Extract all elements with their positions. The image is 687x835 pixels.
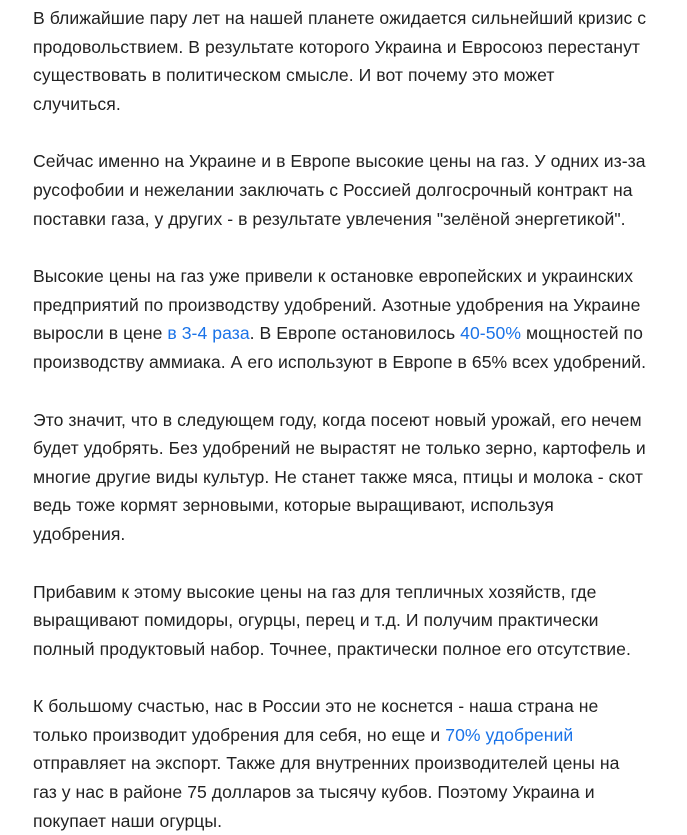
paragraph-2: Сейчас именно на Украине и в Европе высокие цены на газ. У одних из-за русофобии и нежелании заключать с Россией долгосрочный контракт на поставки газа, у других - в результате увлечения "зелёной энергетикой". <box>33 151 646 229</box>
paragraph-6 <box>33 692 647 835</box>
paragraph-3-text-1: Высокие цены на газ уже привели к остановке европейских и украинских предприятий по производству удобрений. Азотные удобрения на Украине выросли в цене <box>33 266 641 344</box>
paragraph-5: Прибавим к этому высокие цены на газ для тепличных хозяйств, где выращивают помидоры, огурцы, перец и т.д. И получим практически полный продуктовый набор. Точнее, практически полное его отсутствие. <box>33 581 631 659</box>
paragraph-3-text-2: . В Европе остановилось <box>249 323 461 344</box>
paragraph-6-text-2: отправляет на экспорт. Также для внутренних производителей цены на газ у нас в районе 75 долларов за тысячу кубов. Поэтому Украина и покупает наши огурцы. <box>33 753 620 831</box>
paragraph-1: В ближайшие пару лет на нашей планете ожидается сильнейший кризис с продовольствием. В результате которого Украина и Евросоюз перестанут существовать в политическом смысле. И вот почему это может случиться. <box>33 8 647 114</box>
paragraph-4: Это значит, что в следующем году, когда посеют новый урожай, его нечем будет удобрять. Без удобрений не вырастят не только зерно, картофель и многие другие виды культур. Не станет также мяса, птицы и молока - скот ведь тоже кормят зерновыми, которые выращивают, используя удобрения. <box>33 409 646 544</box>
paragraph-6-text-1: К большому счастью, нас в России это не коснется - наша страна не только производит удобрения для себя, но еще и <box>33 696 599 745</box>
paragraph-3 <box>33 262 647 376</box>
link-fertilizer-price-growth[interactable]: в 3-4 раза <box>167 323 250 344</box>
link-ammonia-capacity[interactable]: 40-50% <box>460 323 522 344</box>
paragraph-3-text-3: мощностей по производству аммиака. А его используют в Европе в 65% всех удобрений. <box>33 323 647 372</box>
link-fertilizer-export[interactable]: 70% удобрений <box>445 724 574 745</box>
